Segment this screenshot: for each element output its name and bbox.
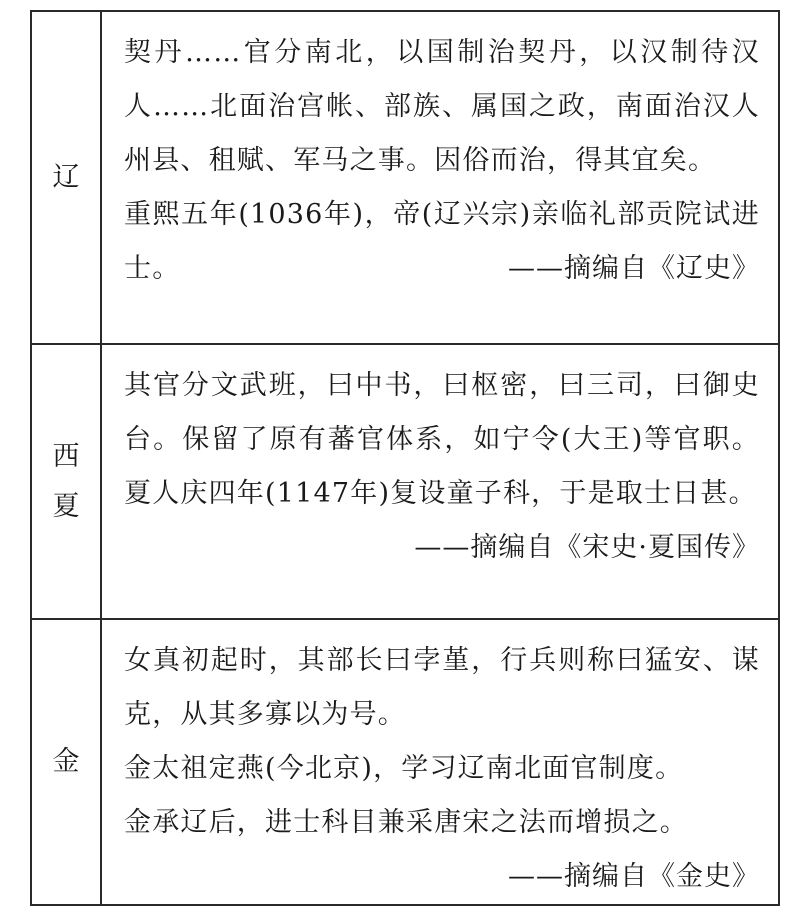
label-cell (32, 620, 102, 904)
paragraph: 契丹……官分南北，以国制治契丹，以汉制待汉人……北面治宫帐、部族、属国之政，南面治汉人州县、租赋、军马之事。因俗而治，得其宜矣。 (124, 37, 760, 176)
label-cell (32, 12, 102, 343)
paragraph: 重熙五年(1036年)，帝(辽兴宗)亲临礼部贡院试进士。 (124, 199, 760, 284)
content-cell (102, 345, 778, 618)
source-citation: ——摘编自《金史》 (508, 861, 760, 892)
table-row-xixia (32, 343, 778, 618)
paragraph: 金承辽后，进士科目兼采唐宋之法而增损之。 (124, 807, 688, 838)
dynasty-label: 金 (52, 746, 80, 777)
table-row-jin (32, 618, 778, 904)
source-citation: ——摘编自《宋史·夏国传》 (414, 532, 760, 564)
paragraph: 其官分文武班，曰中书，曰枢密，曰三司，曰御史台。保留了原有蕃官体系，如宁令(大王)等官职。夏人庆四年(1147年)复设童子科，于是取士日甚。 (124, 370, 760, 510)
paragraph: 女真初起时，其部长曰孛堇，行兵则称曰猛安、谋克，从其多寡以为号。 (124, 645, 760, 730)
history-table (30, 10, 780, 906)
label-cell (32, 345, 102, 618)
content-cell (102, 620, 778, 904)
dynasty-label: 西夏 (52, 440, 80, 522)
paragraph: 金太祖定燕(今北京)，学习辽南北面官制度。 (124, 753, 684, 784)
table-row-liao (32, 12, 778, 343)
source-citation: ——摘编自《辽史》 (508, 253, 760, 284)
dynasty-label: 辽 (52, 161, 80, 193)
content-cell (102, 12, 778, 343)
